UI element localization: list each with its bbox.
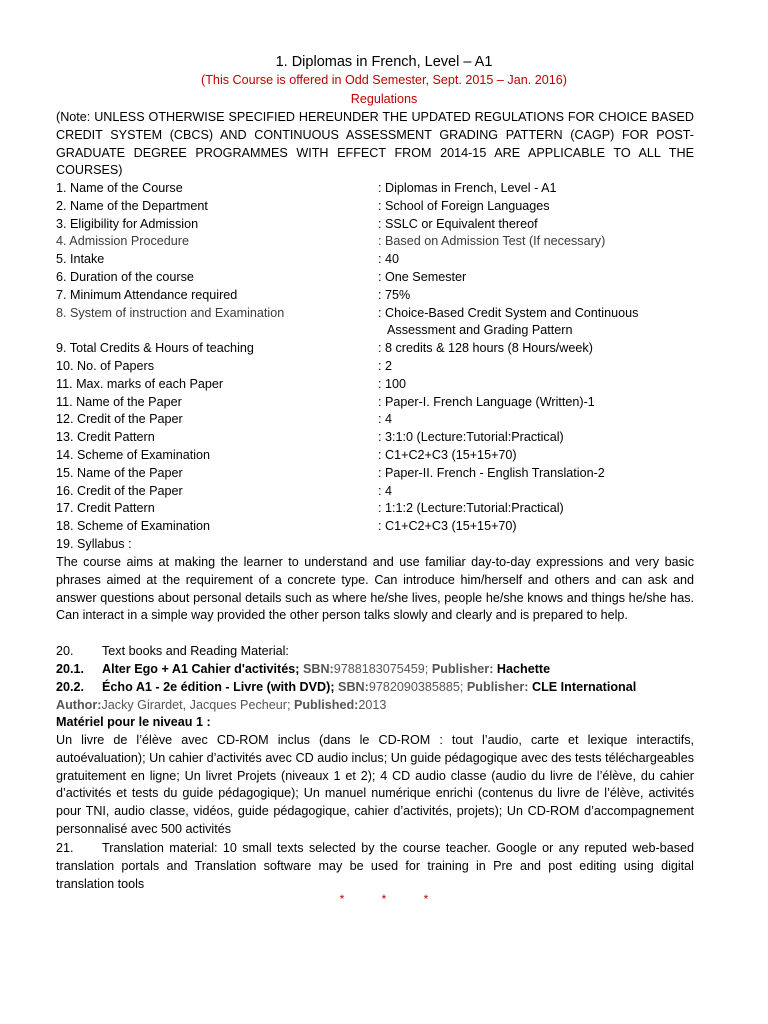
- detail-value: : Paper-II. French - English Translation-2: [378, 465, 605, 480]
- sbn-label: SBN:: [302, 662, 334, 676]
- regulations-note: (Note: UNLESS OTHERWISE SPECIFIED HEREUNDER THE UPDATED REGULATIONS FOR CHOICE BASED CREDIT SYSTEM (CBCS) AND CONTINUOUS ASSESSMENT GRADING PATTERN (CAGP) FOR POST-GRADUATE DEGREE PROGRAMMES WITH EFFECT FROM 2014-15 ARE APPLICABLE TO ALL THE COURSES): [56, 110, 694, 178]
- sbn-label: SBN:: [338, 680, 369, 694]
- detail-row: [56, 358, 696, 376]
- detail-row: [56, 180, 696, 198]
- detail-label: 2. Name of the Department: [56, 198, 208, 213]
- course-offering-subtitle: (This Course is offered in Odd Semester, Sept. 2015 – Jan. 2016): [201, 73, 567, 87]
- end-marks: * * *: [339, 892, 429, 906]
- published-label: Published:: [293, 698, 359, 712]
- detail-value: : Based on Admission Test (If necessary): [378, 234, 606, 249]
- entry-number: 20.1.: [56, 662, 85, 676]
- detail-value: : C1+C2+C3 (15+15+70): [378, 519, 517, 534]
- detail-label: 5. Intake: [56, 252, 105, 267]
- detail-row: [56, 411, 696, 429]
- detail-value: : 75%: [378, 287, 411, 302]
- detail-row: [56, 305, 696, 341]
- detail-label: 9. Total Credits & Hours of teaching: [56, 341, 254, 356]
- detail-value: : 3:1:0 (Lecture:Tutorial:Practical): [378, 430, 564, 445]
- detail-value: : School of Foreign Languages: [378, 198, 550, 213]
- textbook-entry: [56, 679, 696, 697]
- detail-label: 16. Credit of the Paper: [56, 483, 183, 498]
- detail-row: [56, 465, 696, 483]
- detail-value: : One Semester: [378, 269, 467, 284]
- author-names: Jacky Girardet, Jacques Pecheur;: [101, 698, 291, 712]
- detail-value: : 2: [378, 358, 393, 373]
- detail-row: [56, 198, 696, 216]
- detail-row: [56, 376, 696, 394]
- detail-value: : 1:1:2 (Lecture:Tutorial:Practical): [378, 501, 564, 516]
- detail-label: 12. Credit of the Paper: [56, 412, 183, 427]
- materiel-heading: Matériel pour le niveau 1 :: [56, 715, 211, 729]
- detail-label: 1. Name of the Course: [56, 181, 183, 195]
- detail-value: : 4: [378, 412, 393, 427]
- book-title: Alter Ego + A1 Cahier d'activités;: [102, 662, 300, 676]
- detail-value-multiline: [378, 305, 696, 341]
- entry-number: 20.2.: [56, 680, 85, 694]
- detail-row: [56, 251, 696, 269]
- published-year: 2013: [358, 698, 387, 712]
- detail-label: 11. Name of the Paper: [56, 394, 182, 409]
- detail-value: : Choice-Based Credit System and Continuous: [378, 305, 639, 320]
- detail-value: : 100: [378, 376, 407, 391]
- detail-value: : 4: [378, 483, 393, 498]
- textbooks-heading-line: [56, 643, 696, 661]
- detail-label: 13. Credit Pattern: [56, 430, 155, 445]
- detail-label: 15. Name of the Paper: [56, 465, 183, 480]
- detail-label: 11. Max. marks of each Paper: [56, 376, 224, 391]
- book-title: Écho A1 - 2e édition - Livre (with DVD);: [102, 680, 335, 694]
- detail-value: : 8 credits & 128 hours (8 Hours/week): [378, 341, 593, 356]
- detail-row: [56, 233, 696, 251]
- detail-row: [56, 429, 696, 447]
- detail-value: : 40: [378, 252, 400, 267]
- sbn-value: 9782090385885;: [368, 680, 464, 694]
- textbook-entry: [56, 661, 696, 679]
- author-label: Author:: [56, 698, 102, 712]
- detail-value: : Paper-I. French Language (Written)-1: [378, 394, 595, 409]
- translation-paragraph: [56, 840, 694, 893]
- publisher-label: Publisher:: [466, 680, 529, 694]
- detail-label: 18. Scheme of Examination: [56, 519, 211, 534]
- detail-value: : SSLC or Equivalent thereof: [378, 216, 538, 231]
- course-details-list: [56, 180, 696, 536]
- publisher-value: Hachette: [496, 662, 551, 676]
- materiel-paragraph: Un livre de l’élève avec CD-ROM inclus (dans le CD-ROM : tout l’audio, carte et lexique interactifs, autoévaluation); Un cahier d’activités avec CD audio inclus; Un guide pédagogique avec des tests téléchargeables gratuitement en ligne; Un livret Projets (niveaux 1 et 2); 4 CD audio classe (audio du livre de l’élève, du cahier d’activités et tests du guide pédagogique); Un manuel numérique enrichi (contenus du livre de l’élève, activités pour TNI, audio classe, vidéos, guide pédagogique, cahier d’activités, projets); Un CD-ROM d’accompagnement personnalisé avec 500 activités: [56, 733, 694, 836]
- detail-row: [56, 500, 696, 518]
- sbn-value: 9788183075459;: [333, 662, 429, 676]
- detail-row: [56, 447, 696, 465]
- detail-label: 7. Minimum Attendance required: [56, 287, 238, 302]
- translation-text: Translation material: 10 small texts selected by the course teacher. Google or any reputed web-based translation portals and Translation software may be used for training in Pre and post editing using digital translation tools: [56, 841, 694, 891]
- author-line: [56, 697, 696, 715]
- detail-value: : Diplomas in French, Level - A1: [378, 181, 557, 195]
- detail-value-continuation: Assessment and Grading Pattern: [387, 323, 573, 338]
- detail-value: : C1+C2+C3 (15+15+70): [378, 447, 517, 462]
- detail-label: 17. Credit Pattern: [56, 501, 155, 516]
- publisher-label: Publisher:: [431, 662, 494, 676]
- detail-row: [56, 340, 696, 358]
- detail-label: 8. System of instruction and Examination: [56, 305, 285, 320]
- regulations-heading: Regulations: [350, 92, 418, 106]
- page-title: 1. Diplomas in French, Level – A1: [275, 54, 493, 70]
- detail-label: 3. Eligibility for Admission: [56, 216, 199, 231]
- detail-row: [56, 269, 696, 287]
- detail-label: 14. Scheme of Examination: [56, 447, 211, 462]
- syllabus-paragraph: The course aims at making the learner to understand and use familiar day-to-day expressions and very basic phrases aimed at the requirement of a concrete type. Can introduce him/herself and others and can ask and answer questions about personal details such as where he/she lives, people he/she knows and things he/she has. Can interact in a simple way provided the other person talks slowly and clearly and is prepared to help.: [56, 555, 694, 623]
- detail-row: [56, 518, 696, 536]
- textbooks-heading: Text books and Reading Material:: [102, 644, 289, 658]
- detail-row: [56, 483, 696, 501]
- detail-row: [56, 216, 696, 234]
- detail-label: 6. Duration of the course: [56, 269, 194, 284]
- detail-row: [56, 287, 696, 305]
- section-number: 20.: [56, 644, 74, 658]
- syllabus-heading: 19. Syllabus :: [56, 537, 132, 551]
- detail-label: 10. No. of Papers: [56, 358, 155, 373]
- section-number: 21.: [56, 841, 74, 855]
- publisher-value: CLE International: [532, 680, 637, 694]
- detail-label: 4. Admission Procedure: [56, 234, 190, 249]
- detail-row: [56, 394, 696, 412]
